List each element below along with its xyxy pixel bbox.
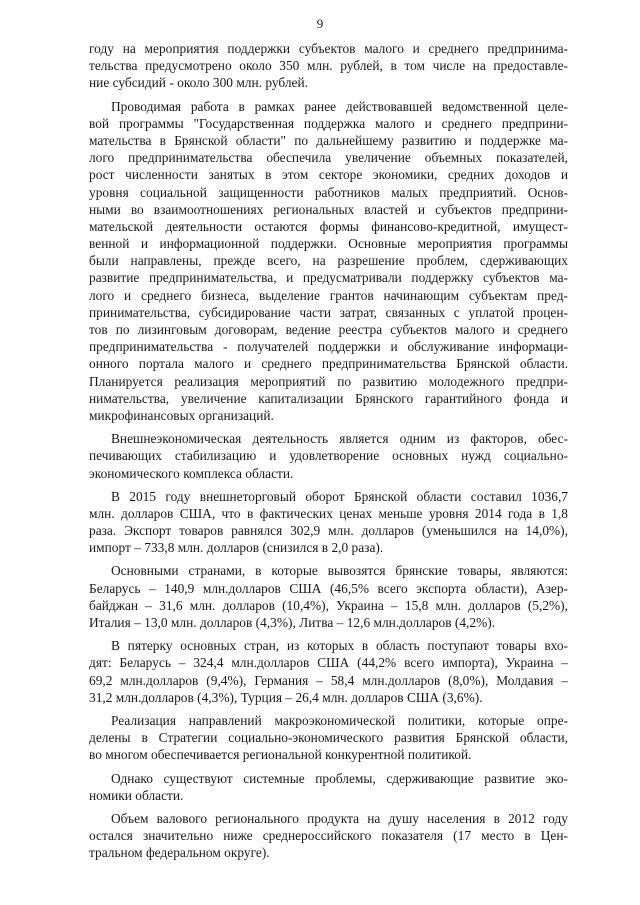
text-line: 69,2 млн.долларов (9,4%), Германия – 58,4 млн.долларов (8,0%), Молдавия – bbox=[89, 672, 568, 688]
paragraph bbox=[89, 40, 568, 92]
text-line: принимательства, субсидирование части затрат, связанных с уплатой процен- bbox=[89, 304, 568, 320]
text-line: микрофинансовых организаций. bbox=[89, 407, 274, 423]
text-line: Проводимая работа в рамках ранее действовавшей ведомственной целе- bbox=[111, 98, 568, 114]
text-line: тральном федеральном округе). bbox=[89, 845, 270, 861]
text-line: предпринимательства - получателей поддержки и обслуживание информаци- bbox=[89, 339, 568, 355]
paragraph bbox=[89, 712, 568, 764]
text-line: делены в Стратегии социально-экономического развития Брянской области, bbox=[89, 730, 568, 746]
paragraph bbox=[89, 430, 568, 482]
text-line: экономического комплекса области. bbox=[89, 465, 294, 481]
text-line: уровня социальной защищенности работников малых предприятий. Основ- bbox=[89, 184, 568, 200]
text-line: лого предпринимательства обеспечила увеличение объемных показателей, bbox=[89, 150, 568, 166]
text-line: году на мероприятия поддержки субъектов малого и среднего предпринима- bbox=[89, 41, 568, 56]
text-line: Объем валового регионального продукта на душу населения в 2012 году bbox=[111, 810, 568, 826]
text-line: байджан – 31,6 млн. долларов (10,4%), Украина – 15,8 млн. долларов (5,2%), bbox=[89, 597, 568, 613]
text-line: Реализация направлений макроэкономической политики, которые опре- bbox=[111, 712, 568, 728]
text-line: венной и информационной поддержки. Основные мероприятия программы bbox=[89, 236, 568, 252]
text-line: тов по лизинговым договорам, ведение реестра субъектов малого и среднего bbox=[89, 322, 568, 337]
text-line: раза. Экспорт товаров равнялся 302,9 млн. долларов (уменьшился на 14,0%), bbox=[89, 523, 568, 539]
page-number: 9 bbox=[316, 16, 324, 31]
text-line: ными во взаимоотношениях региональных властей и субъектов предприни- bbox=[89, 201, 568, 217]
paragraph bbox=[89, 562, 568, 631]
text-line: ние субсидий - около 300 млн. рублей. bbox=[89, 75, 309, 91]
text-line: развитие предпринимательства, и предусматривали поддержку субъектов ма- bbox=[89, 270, 568, 286]
text-line: нимательства, увеличение капитализации Брянского гарантийного фонда и bbox=[89, 390, 568, 406]
text-line: номики области. bbox=[89, 787, 184, 803]
paragraph bbox=[89, 488, 568, 557]
text-line: рост численности занятых в этом секторе экономики, средних доходов и bbox=[89, 167, 568, 183]
text-line: печивающих стабилизацию и удовлетворение основных нужд социально- bbox=[89, 448, 568, 464]
text-line: мательской деятельности остаются формы финансово-кредитной, имущест- bbox=[89, 218, 568, 234]
text-line: Основными странами, в которые вывозятся брянские товары, являются: bbox=[111, 563, 568, 579]
text-line: во многом обеспечивается региональной конкурентной политикой. bbox=[89, 747, 472, 763]
text-line: Италия – 13,0 млн. долларов (4,3%), Литва – 12,6 млн.долларов (4,2%). bbox=[89, 615, 496, 630]
text-line: Внешнеэкономическая деятельность является одним из факторов, обес- bbox=[111, 431, 568, 447]
paragraph bbox=[89, 637, 568, 706]
text-line: мательства в Брянской области" по дальнейшему развитию и поддержке ма- bbox=[89, 132, 568, 148]
text-line: Беларусь – 140,9 млн.долларов США (46,5% всего экспорта области), Азер- bbox=[89, 580, 568, 596]
text-line: лого и среднего бизнеса, выделение грантов начинающим субъектам пред- bbox=[89, 287, 568, 303]
text-line: были направлены, прежде всего, на разрешение проблем, сдерживающих bbox=[89, 253, 568, 269]
paragraph bbox=[89, 810, 568, 862]
text-line: тельства предусмотрено около 350 млн. рублей, в том числе на предоставле- bbox=[89, 58, 568, 74]
text-line: В пятерку основных стран, из которых в область поступают товары вхо- bbox=[111, 638, 568, 654]
text-line: Планируется реализация мероприятий по развитию молодежного предпри- bbox=[89, 373, 568, 389]
text-line: вой программы "Государственная поддержка малого и среднего предприни- bbox=[89, 115, 568, 131]
paragraph bbox=[89, 770, 568, 804]
paragraph bbox=[89, 98, 568, 425]
text-line: остался значительно ниже среднероссийского показателя (17 место в Цен- bbox=[89, 828, 568, 844]
document-body bbox=[89, 40, 568, 867]
text-line: Однако существуют системные проблемы, сдерживающие развитие эко- bbox=[111, 770, 568, 786]
text-line: импорт – 733,8 млн. долларов (снизился в 2,0 раза). bbox=[89, 540, 384, 556]
text-line: млн. долларов США, что в фактических ценах меньше уровня 2014 года в 1,8 bbox=[89, 505, 568, 521]
text-line: дят: Беларусь – 324,4 млн.долларов США (44,2% всего импорта), Украина – bbox=[89, 655, 568, 671]
text-line: 31,2 млн.долларов (4,3%), Турция – 26,4 млн. долларов США (3,6%). bbox=[89, 689, 483, 705]
text-line: В 2015 году внешнеторговый оборот Брянской области составил 1036,7 bbox=[111, 488, 568, 504]
text-line: онного портала малого и среднего предпринимательства Брянской области. bbox=[89, 356, 568, 372]
